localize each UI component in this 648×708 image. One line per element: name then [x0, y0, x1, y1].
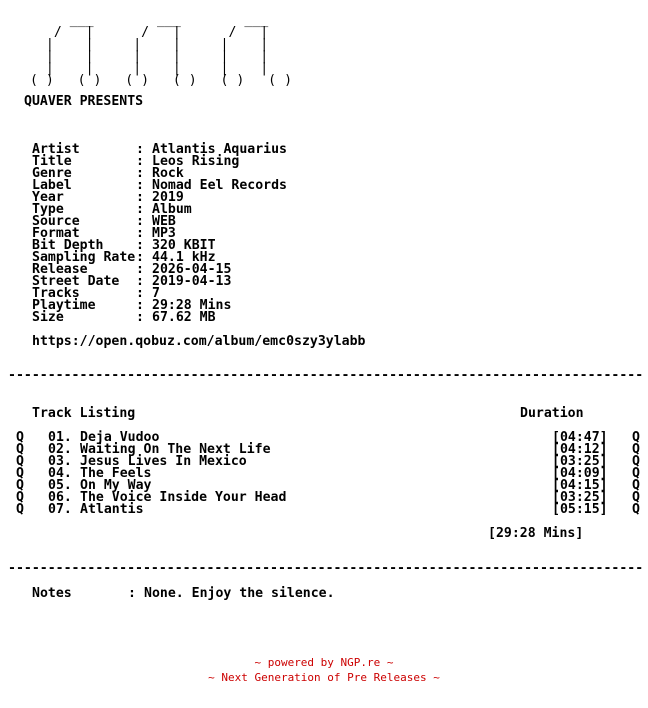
track-number: 03. — [48, 454, 72, 469]
info-label: Year — [32, 190, 136, 205]
track-duration: [04:09] — [552, 466, 608, 481]
track-duration: [03:25] — [552, 490, 608, 505]
footer-tagline: ~ Next Generation of Pre Releases ~ — [208, 671, 440, 684]
info-separator: : — [136, 298, 144, 313]
track-duration: [04:12] — [552, 442, 608, 457]
track-number: 02. — [48, 442, 72, 457]
info-separator: : — [136, 250, 144, 265]
track-marker-left: Q — [16, 454, 24, 469]
group-logo-ascii: ___ ___ ___ / | / | / | | | | | | | | | | | | | | | | | | | ( ) ( ) ( ) ( ) ( ) ( ) — [30, 13, 293, 88]
track-title: On My Way — [80, 478, 152, 493]
info-value: 67.62 MB — [152, 310, 216, 325]
info-separator: : — [136, 166, 144, 181]
track-number: 06. — [48, 490, 72, 505]
track-number: 05. — [48, 478, 72, 493]
track-marker-left: Q — [16, 442, 24, 457]
info-label: Size — [32, 310, 136, 325]
info-value: 7 — [152, 286, 160, 301]
footer-powered-by: ~ powered by NGP.re ~ — [254, 656, 394, 669]
info-value: 2019 — [152, 190, 184, 205]
track-marker-right: Q — [632, 478, 640, 493]
info-separator: : — [136, 178, 144, 193]
track-title: The Voice Inside Your Head — [80, 490, 287, 505]
info-label: Bit Depth — [32, 238, 136, 253]
track-marker-left: Q — [16, 478, 24, 493]
track-marker-right: Q — [632, 466, 640, 481]
info-value: 29:28 Mins — [152, 298, 232, 313]
notes-value: None. Enjoy the silence. — [144, 586, 335, 601]
info-value: 320 KBIT — [152, 238, 216, 253]
info-value: 2019-04-13 — [152, 274, 232, 289]
info-separator: : — [136, 214, 144, 229]
info-separator: : — [136, 154, 144, 169]
info-label: Tracks — [32, 286, 136, 301]
info-label: Release — [32, 262, 136, 277]
total-duration: [29:28 Mins] — [488, 526, 584, 541]
info-separator: : — [136, 202, 144, 217]
track-marker-left: Q — [16, 502, 24, 517]
info-separator: : — [136, 226, 144, 241]
info-separator: : — [136, 262, 144, 277]
info-value: Leos Rising — [152, 154, 240, 169]
info-value: MP3 — [152, 226, 176, 241]
track-number: 04. — [48, 466, 72, 481]
track-marker-left: Q — [16, 430, 24, 445]
track-marker-right: Q — [632, 430, 640, 445]
divider-bottom: -------------------------------------------------------------------------------- — [8, 561, 644, 576]
info-separator: : — [136, 190, 144, 205]
info-value: Nomad Eel Records — [152, 178, 287, 193]
info-label: Label — [32, 178, 136, 193]
track-marker-right: Q — [632, 454, 640, 469]
track-marker-right: Q — [632, 502, 640, 517]
track-duration: [04:15] — [552, 478, 608, 493]
info-label: Sampling Rate — [32, 250, 136, 265]
info-value: 2026-04-15 — [152, 262, 232, 277]
info-label: Genre — [32, 166, 136, 181]
info-separator: : — [136, 238, 144, 253]
track-title: Deja Vudoo — [80, 430, 160, 445]
info-label: Playtime — [32, 298, 136, 313]
track-marker-left: Q — [16, 466, 24, 481]
info-value: Rock — [152, 166, 184, 181]
presents-line: QUAVER PRESENTS — [24, 94, 144, 109]
track-marker-right: Q — [632, 442, 640, 457]
divider-top: -------------------------------------------------------------------------------- — [8, 368, 644, 383]
info-label: Format — [32, 226, 136, 241]
track-marker-right: Q — [632, 490, 640, 505]
duration-heading: Duration — [520, 406, 584, 421]
info-separator: : — [136, 286, 144, 301]
info-label: Street Date — [32, 274, 136, 289]
track-title: Atlantis — [80, 502, 144, 517]
notes-separator: : — [128, 586, 144, 601]
track-title: Waiting On The Next Life — [80, 442, 271, 457]
info-label: Source — [32, 214, 136, 229]
notes-label: Notes — [32, 586, 72, 601]
track-duration: [04:47] — [552, 430, 608, 445]
info-separator: : — [136, 142, 144, 157]
track-title: The Feels — [80, 466, 152, 481]
info-value: Atlantis Aquarius — [152, 142, 287, 157]
info-label: Artist — [32, 142, 136, 157]
track-title: Jesus Lives In Mexico — [80, 454, 247, 469]
track-duration: [03:25] — [552, 454, 608, 469]
info-separator: : — [136, 274, 144, 289]
release-url: https://open.qobuz.com/album/emc0szy3ylabb — [32, 334, 366, 349]
info-value: 44.1 kHz — [152, 250, 216, 265]
info-label: Title — [32, 154, 136, 169]
track-number: 01. — [48, 430, 72, 445]
tracklist-heading: Track Listing — [32, 406, 136, 421]
info-value: WEB — [152, 214, 176, 229]
track-duration: [05:15] — [552, 502, 608, 517]
info-value: Album — [152, 202, 192, 217]
info-label: Type — [32, 202, 136, 217]
track-number: 07. — [48, 502, 72, 517]
info-separator: : — [136, 310, 144, 325]
track-marker-left: Q — [16, 490, 24, 505]
